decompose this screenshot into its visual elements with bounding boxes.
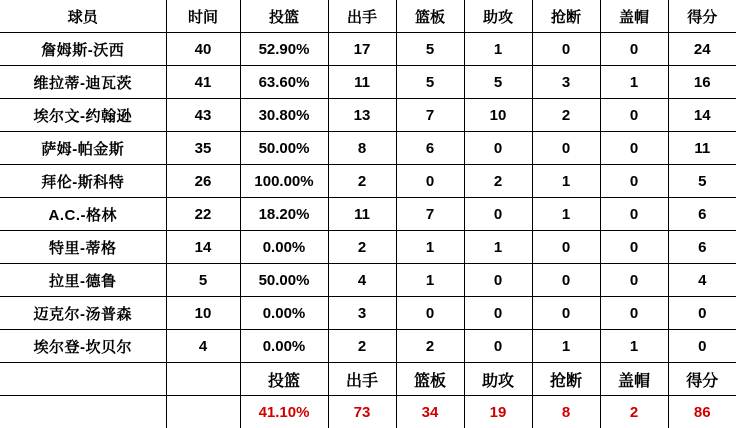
footer-header-blocks: 盖帽: [600, 363, 668, 396]
player-rebounds: 1: [396, 231, 464, 264]
totals-points: 86: [668, 396, 736, 428]
player-fg-pct: 50.00%: [240, 132, 328, 165]
player-name: A.C.-格林: [0, 198, 166, 231]
player-minutes: 4: [166, 330, 240, 363]
player-name: 埃尔登-坎贝尔: [0, 330, 166, 363]
player-blocks: 0: [600, 297, 668, 330]
player-fg-pct: 50.00%: [240, 264, 328, 297]
player-fga: 4: [328, 264, 396, 297]
player-name: 迈克尔-汤普森: [0, 297, 166, 330]
player-steals: 0: [532, 33, 600, 66]
player-fg-pct: 52.90%: [240, 33, 328, 66]
player-rebounds: 1: [396, 264, 464, 297]
table-row: [0, 330, 736, 363]
player-points: 11: [668, 132, 736, 165]
player-points: 24: [668, 33, 736, 66]
column-header-player: 球员: [0, 0, 166, 33]
totals-fga: 73: [328, 396, 396, 428]
player-fga: 8: [328, 132, 396, 165]
column-header-minutes: 时间: [166, 0, 240, 33]
column-header-steals: 抢断: [532, 0, 600, 33]
player-assists: 0: [464, 264, 532, 297]
totals-spacer-minutes: [166, 396, 240, 428]
player-fg-pct: 0.00%: [240, 231, 328, 264]
footer-header-fg-pct: 投篮: [240, 363, 328, 396]
table-row: [0, 132, 736, 165]
player-name: 埃尔文-约翰逊: [0, 99, 166, 132]
table-row: [0, 165, 736, 198]
player-fga: 17: [328, 33, 396, 66]
player-fga: 13: [328, 99, 396, 132]
player-assists: 0: [464, 297, 532, 330]
player-rebounds: 2: [396, 330, 464, 363]
footer-header-points: 得分: [668, 363, 736, 396]
player-blocks: 1: [600, 330, 668, 363]
player-assists: 2: [464, 165, 532, 198]
column-header-fga: 出手: [328, 0, 396, 33]
footer-header-assists: 助攻: [464, 363, 532, 396]
player-assists: 0: [464, 132, 532, 165]
player-name: 维拉蒂-迪瓦茨: [0, 66, 166, 99]
player-points: 0: [668, 330, 736, 363]
player-fga: 2: [328, 231, 396, 264]
footer-header-row: [0, 363, 736, 396]
player-minutes: 40: [166, 33, 240, 66]
totals-spacer-player: [0, 396, 166, 428]
column-header-rebounds: 篮板: [396, 0, 464, 33]
player-fga: 3: [328, 297, 396, 330]
footer-header-steals: 抢断: [532, 363, 600, 396]
table-row: [0, 66, 736, 99]
player-rebounds: 5: [396, 66, 464, 99]
player-blocks: 0: [600, 165, 668, 198]
player-fga: 11: [328, 66, 396, 99]
table-row: [0, 198, 736, 231]
player-assists: 10: [464, 99, 532, 132]
footer-header-rebounds: 篮板: [396, 363, 464, 396]
player-name: 拜伦-斯科特: [0, 165, 166, 198]
player-fg-pct: 100.00%: [240, 165, 328, 198]
player-minutes: 14: [166, 231, 240, 264]
player-points: 4: [668, 264, 736, 297]
player-steals: 0: [532, 264, 600, 297]
player-blocks: 0: [600, 33, 668, 66]
player-blocks: 0: [600, 198, 668, 231]
player-steals: 1: [532, 330, 600, 363]
player-rebounds: 7: [396, 198, 464, 231]
player-steals: 0: [532, 297, 600, 330]
player-points: 0: [668, 297, 736, 330]
player-fg-pct: 30.80%: [240, 99, 328, 132]
player-steals: 3: [532, 66, 600, 99]
player-blocks: 0: [600, 231, 668, 264]
player-assists: 1: [464, 231, 532, 264]
footer-spacer-player: [0, 363, 166, 396]
player-rebounds: 5: [396, 33, 464, 66]
totals-assists: 19: [464, 396, 532, 428]
player-minutes: 35: [166, 132, 240, 165]
player-minutes: 10: [166, 297, 240, 330]
player-rebounds: 6: [396, 132, 464, 165]
player-minutes: 26: [166, 165, 240, 198]
player-fg-pct: 0.00%: [240, 297, 328, 330]
table-row: [0, 99, 736, 132]
player-blocks: 0: [600, 264, 668, 297]
totals-row: [0, 396, 736, 428]
player-assists: 5: [464, 66, 532, 99]
player-points: 16: [668, 66, 736, 99]
totals-rebounds: 34: [396, 396, 464, 428]
player-blocks: 1: [600, 66, 668, 99]
table-row: [0, 231, 736, 264]
column-header-blocks: 盖帽: [600, 0, 668, 33]
column-header-points: 得分: [668, 0, 736, 33]
player-name: 萨姆-帕金斯: [0, 132, 166, 165]
player-minutes: 41: [166, 66, 240, 99]
column-header-fg-pct: 投篮: [240, 0, 328, 33]
player-fga: 2: [328, 165, 396, 198]
player-rebounds: 0: [396, 297, 464, 330]
player-fg-pct: 63.60%: [240, 66, 328, 99]
player-points: 5: [668, 165, 736, 198]
player-assists: 0: [464, 330, 532, 363]
player-steals: 1: [532, 165, 600, 198]
player-steals: 1: [532, 198, 600, 231]
player-assists: 1: [464, 33, 532, 66]
table-row: [0, 264, 736, 297]
player-points: 6: [668, 231, 736, 264]
player-blocks: 0: [600, 99, 668, 132]
player-minutes: 5: [166, 264, 240, 297]
player-points: 14: [668, 99, 736, 132]
totals-steals: 8: [532, 396, 600, 428]
player-steals: 2: [532, 99, 600, 132]
table-row: [0, 33, 736, 66]
table-header-row: [0, 0, 736, 33]
footer-header-fga: 出手: [328, 363, 396, 396]
player-blocks: 0: [600, 132, 668, 165]
player-rebounds: 7: [396, 99, 464, 132]
totals-fg-pct: 41.10%: [240, 396, 328, 428]
player-fg-pct: 18.20%: [240, 198, 328, 231]
table-row: [0, 297, 736, 330]
player-points: 6: [668, 198, 736, 231]
player-minutes: 22: [166, 198, 240, 231]
player-steals: 0: [532, 231, 600, 264]
player-fga: 11: [328, 198, 396, 231]
column-header-assists: 助攻: [464, 0, 532, 33]
player-rebounds: 0: [396, 165, 464, 198]
player-name: 特里-蒂格: [0, 231, 166, 264]
player-steals: 0: [532, 132, 600, 165]
player-fg-pct: 0.00%: [240, 330, 328, 363]
totals-blocks: 2: [600, 396, 668, 428]
player-name: 詹姆斯-沃西: [0, 33, 166, 66]
player-name: 拉里-德鲁: [0, 264, 166, 297]
player-minutes: 43: [166, 99, 240, 132]
player-fga: 2: [328, 330, 396, 363]
footer-spacer-minutes: [166, 363, 240, 396]
player-assists: 0: [464, 198, 532, 231]
